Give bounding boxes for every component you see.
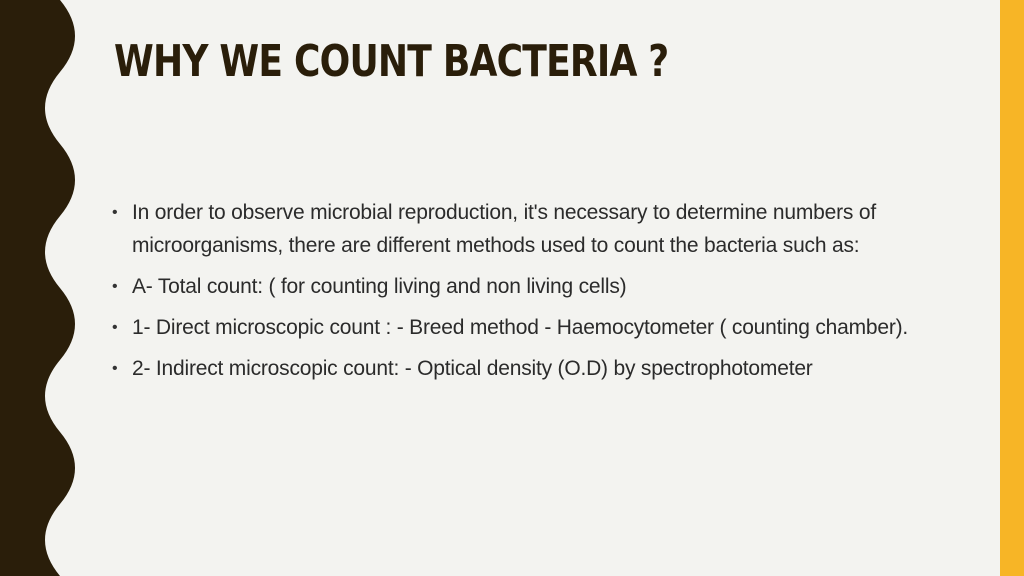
bullet-text: In order to observe microbial reproduction, it's necessary to determine numbers of microorganisms, there are different methods used to count the bacteria such as: (132, 201, 876, 257)
bullet-item (112, 311, 972, 344)
bullet-item (112, 352, 972, 385)
accent-bar (1000, 0, 1024, 576)
bullet-item (112, 270, 972, 303)
slide-title: WHY WE COUNT BACTERIA ? (114, 36, 669, 87)
bullet-item (112, 196, 972, 262)
wavy-band-shape (0, 0, 75, 576)
bullet-text: 2- Indirect microscopic count: - Optical density (O.D) by spectrophotometer (132, 357, 813, 380)
bullet-icon: • (112, 360, 118, 377)
bullet-icon: • (112, 204, 118, 221)
bullet-text: A- Total count: ( for counting living and non living cells) (132, 275, 627, 298)
wavy-border-decoration (0, 0, 80, 576)
bullet-text: 1- Direct microscopic count : - Breed method - Haemocytometer ( counting chamber). (132, 316, 909, 339)
bullet-list (112, 196, 972, 393)
bullet-icon: • (112, 319, 118, 336)
bullet-icon: • (112, 278, 118, 295)
